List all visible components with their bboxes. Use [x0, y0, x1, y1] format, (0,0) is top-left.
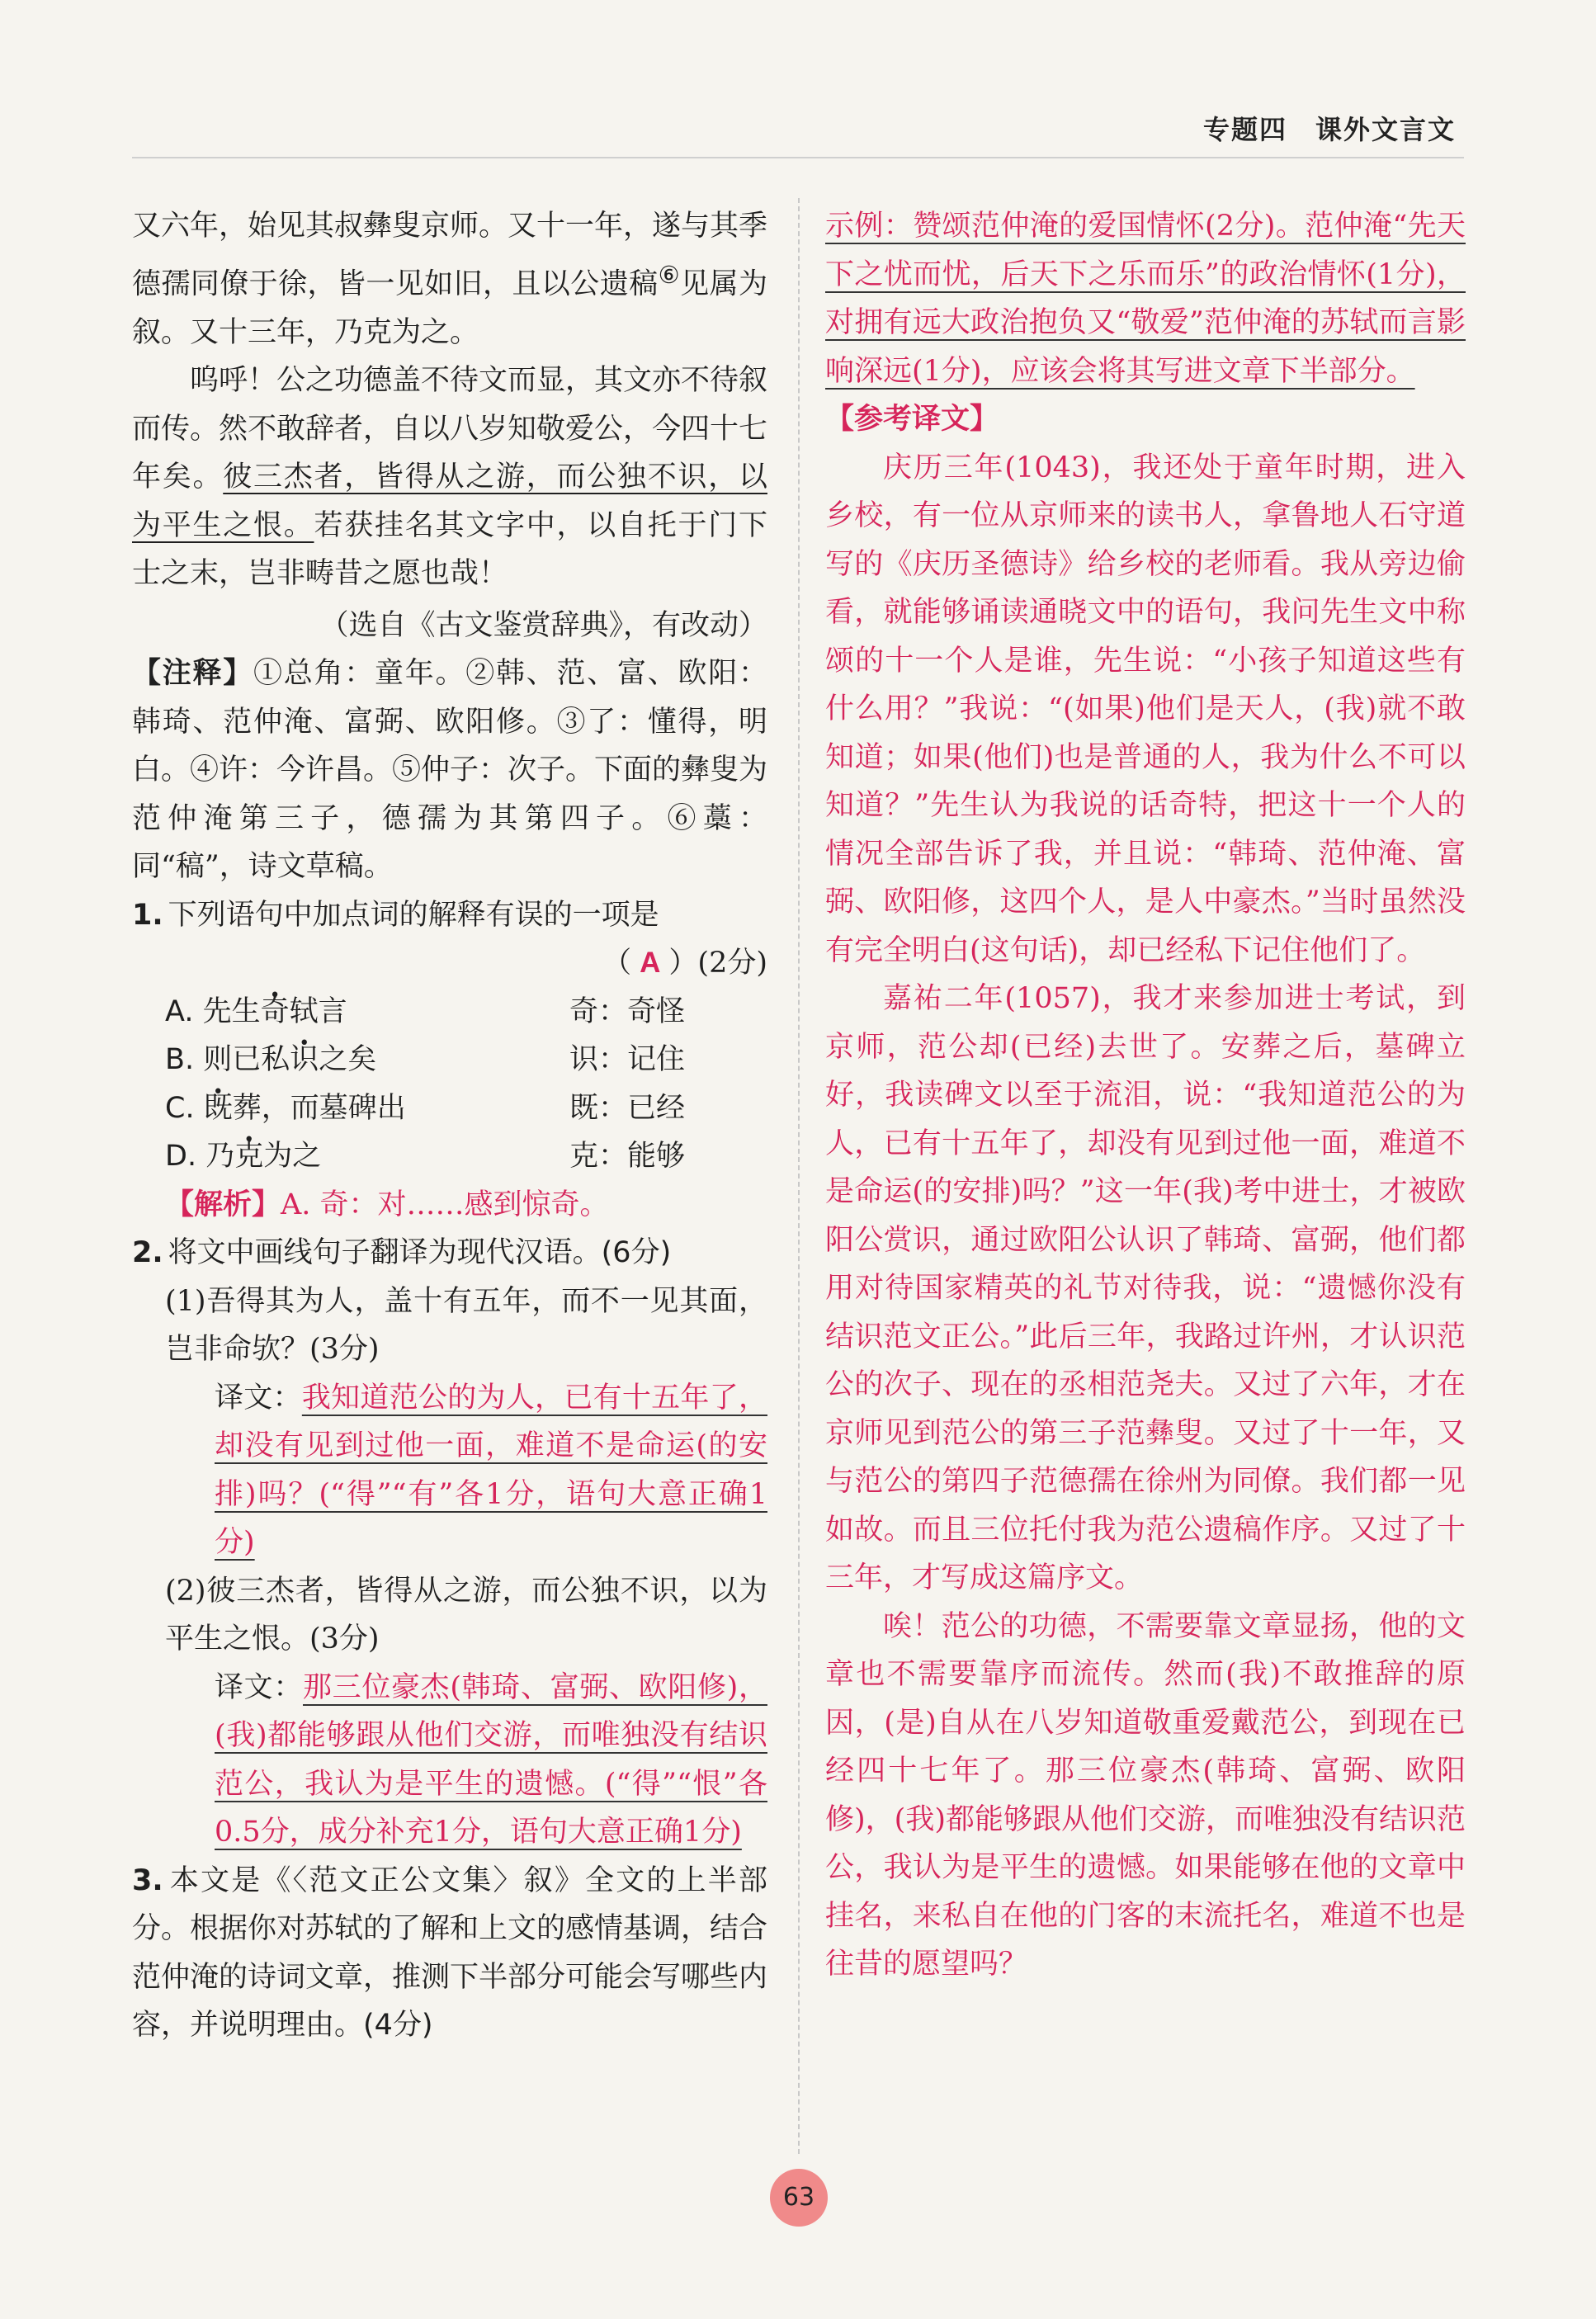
- translation-paragraph-2: 嘉祐二年(1057)，我才来参加进士考试，到京师，范公却(已经)去世了。安葬之后，墓碑立好，我读碑文以至于流泪，说：“我知道范公的为人，已有十五年了，却没有见到过他一面，难道不是命运(的安排)吗？”这一年(我)考中进士，才被欧阳公赏识，通过欧阳公认识了韩琦、富弼，他们都用对待国家精英的礼节对待我，说：“遗憾你没有结识范文正公。”此后三年，我路过许州，才认识范公的次子、现在的丞相范尧夫。又过了六年，才在京师见到范公的第三子范彝叟。又过了十一年，又与范公的第四子范德孺在徐州为同僚。我们都一见如故。而且三位托付我为范公遗稿作序。又过了十三年，才写成这篇序文。: [825, 982, 1466, 1594]
- header-divider: [132, 157, 1464, 158]
- translation-label: 【参考译文】: [825, 403, 999, 436]
- answer-choice: A: [640, 947, 661, 980]
- question-2-answer-1: 译文：我知道范公的为人，已有十五年了，却没有见到过他一面，难道不是命运(的安排)吗？(“得”“有”各1分，语句大意正确1分): [215, 1381, 767, 1560]
- note-marker: ⑥: [658, 260, 681, 289]
- question-2: 2. 将文中画线句子翻译为现代汉语。(6分): [132, 1236, 672, 1270]
- question-2-sentence-1: (1)吾得其为人，盖十有五年，而不一见其面，岂非命欤？(3分): [165, 1284, 767, 1367]
- notes: 【注释】①总角：童年。②韩、范、富、欧阳：韩琦、范仲淹、富弼、欧阳修。③了：懂得，明白。④许：今许昌。⑤仲子：次子。下面的彝叟为范仲淹第三子，德孺为其第四子。⑥藁：同“稿”，诗文草稿。: [132, 657, 768, 884]
- option-c: C. 既葬，而墓碑出 既：已经: [165, 1091, 686, 1125]
- question-1: 1. 下列语句中加点词的解释有误的一项是: [132, 898, 659, 932]
- question-3-answer: 示例：赞颂范仲淹的爱国情怀(2分)。范仲淹“先天下之忧而忧，后天下之乐而乐”的政治情怀(1分)，对拥有远大政治抱负又“敬爱”范仲淹的苏轼而言影响深远(1分)，应该会将其写进文章下半部分。: [825, 210, 1466, 388]
- page-header: [1203, 109, 1456, 147]
- question-1-analysis: 【解析】A. 奇：对……感到惊奇。: [165, 1188, 609, 1221]
- left-column: [132, 202, 767, 2050]
- question-3: 3. 本文是《〈范文正公文集〉叙》全文的上半部分。根据你对苏轼的了解和上文的感情基调，结合范仲淹的诗词文章，推测下半部分可能会写哪些内容，并说明理由。(4分): [132, 1863, 768, 2043]
- translation-paragraph-1: 庆历三年(1043)，我还处于童年时期，进入乡校，有一位从京师来的读书人，拿鲁地人石守道写的《庆历圣德诗》给乡校的老师看。我从旁边偷看，就能够诵读通晓文中的语句，我问先生文中称颂的十一个人是谁，先生说：“小孩子知道这些有什么用？”我说：“(如果)他们是天人，(我)就不敢知道；如果(他们)也是普通的人，我为什么不可以知道？”先生认为我说的话奇特，把这十一个人的情况全部告诉了我，并且说：“韩琦、范仲淹、富弼、欧阳修，这四个人，是人中豪杰。”当时虽然没有完全明白(这句话)，却已经私下记住他们了。: [825, 451, 1466, 967]
- header-topic: 专题四: [1202, 114, 1287, 145]
- translation-paragraph-3: 唉！范公的功德，不需要靠文章显扬，他的文章也不需要靠序而流传。然而(我)不敢推辞的原因，(是)自从在八岁知道敬重爱戴范公，到现在已经四十七年了。那三位豪杰(韩琦、富弼、欧阳修)，(我)都能够跟从他们交游，而唯独没有结识范公，我认为是平生的遗憾。如果能够在他的文章中挂名，来私自在他的门客的末流托名，难道不也是往昔的愿望吗？: [825, 1609, 1466, 1981]
- option-b: B. 则已私识之矣 识：记住: [165, 1043, 686, 1077]
- notes-label: 【注释】: [132, 657, 253, 691]
- question-2-sentence-2: (2)彼三杰者，皆得从之游，而公独不识，以为平生之恨。(3分): [165, 1574, 767, 1656]
- column-divider: [798, 198, 800, 2154]
- question-1-answer: （ A ）(2分): [602, 947, 767, 980]
- option-d: D. 乃克为之 克：能够: [165, 1140, 686, 1174]
- passage-paragraph-2: 呜呼！公之功德盖不待文而显，其文亦不待叙而传。然不敢辞者，自以八岁知敬爱公，今四十七年矣。彼三杰者，皆得从之游，而公独不识，以为平生之恨。若获挂名其文字中，以自托于门下士之末，岂非畴昔之愿也哉！: [132, 364, 768, 591]
- header-section: 课外文言文: [1315, 114, 1456, 145]
- page-number: 63: [770, 2169, 828, 2227]
- underlined-sentence: 彼三杰者，皆得从之游，而公独不识，以为平生之恨。: [132, 460, 767, 542]
- question-2-answer-2: 译文：那三位豪杰(韩琦、富弼、欧阳修)，(我)都能够跟从他们交游，而唯独没有结识范公，我认为是平生的遗憾。(“得”“恨”各0.5分，成分补充1分，语句大意正确1分): [215, 1670, 767, 1849]
- passage-paragraph-1: 又六年，始见其叔彝叟京师。又十一年，遂与其季德孺同僚于徐，皆一见如旧，且以公遗稿⑥见属为叙。又十三年，乃克为之。: [132, 210, 768, 349]
- passage-source: （选自《古文鉴赏辞典》，有改动）: [319, 608, 767, 642]
- option-a: A. 先生奇轼言 奇：奇怪: [165, 994, 686, 1028]
- right-column: [825, 202, 1466, 1989]
